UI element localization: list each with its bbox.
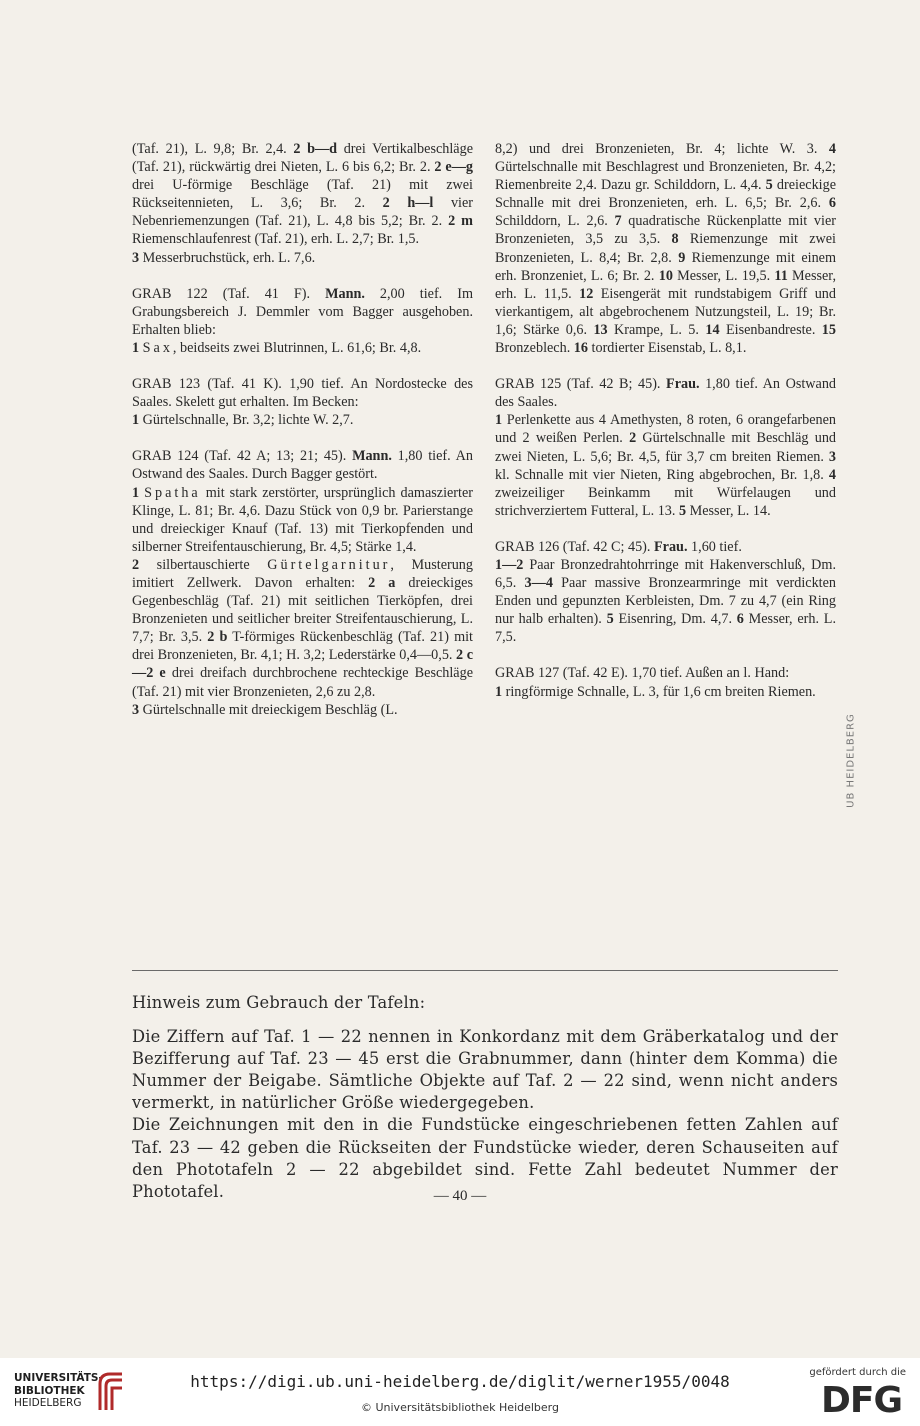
item-number: 6 <box>828 195 836 212</box>
item-number: 1 <box>132 339 140 356</box>
item-number: 16 <box>573 340 588 357</box>
paragraph-text: 1,80 tief. An Ostwand des Saales. Durch Bagger gestört. <box>132 448 473 483</box>
item-number: 5 <box>606 611 614 628</box>
paragraph-text: Krampe, L. 5. <box>607 321 706 338</box>
permalink-url[interactable]: https://digi.ub.uni-heidelberg.de/diglit/werner1955/0048 <box>190 1372 730 1391</box>
paragraph-text: Messer, erh. L. 7,5. <box>495 611 836 646</box>
paragraph-text: , Musterung imitiert Zellwerk. Davon erhalten: <box>132 556 473 591</box>
viewer-footer <box>0 1358 920 1426</box>
catalog-paragraph <box>495 664 836 682</box>
item-number: 13 <box>593 321 608 338</box>
item-number: 14 <box>705 321 720 338</box>
paragraph-text: dreieckiges Gegenbeschläg (Taf. 21) mit seitlichen Tierköpfen, drei Bronzenieten und seitlicher breiter Streifentauschierung, L. 7,7; Br. 3,5. <box>132 574 473 646</box>
paragraph-text: Riemenzunge mit zwei Bronzenieten, L. 8,4; Br. 2,8. <box>495 231 836 266</box>
item-number: 3 <box>132 249 140 266</box>
item-number: 3 <box>132 701 140 718</box>
item-number: 10 <box>658 267 673 284</box>
right-text-column <box>495 140 836 701</box>
paragraph-text: quadratische Rückenplatte mit vier Bronzenieten, 3,5 zu 3,5. <box>495 213 836 248</box>
item-number: 15 <box>821 321 836 338</box>
item-number: 1—2 <box>495 556 524 573</box>
usage-note-title: Hinweis zum Gebrauch der Tafeln: <box>132 993 426 1012</box>
paragraph-text: GRAB 122 (Taf. 41 F). <box>132 285 326 302</box>
page-number: — 40 — <box>433 1188 487 1204</box>
item-number: 2 <box>629 430 637 447</box>
paragraph-text: Messer, L. 19,5. <box>672 267 775 284</box>
paragraph-text: Bronzeblech. <box>495 340 574 357</box>
paragraph-text: drei U-förmige Beschläge (Taf. 21) mit zwei Rückseitennieten, L. 3,6; Br. 2. <box>132 177 473 212</box>
paragraph-text: GRAB 127 (Taf. 42 E). 1,70 tief. Außen an l. Hand: <box>495 665 790 682</box>
paragraph-text: drei Vertikalbeschläge (Taf. 21), rückwärtig drei Nieten, L. 6 bis 6,2; Br. 2. <box>132 141 473 176</box>
catalog-paragraph <box>495 140 836 357</box>
item-number: 2 <box>132 556 140 573</box>
paragraph-text: Eisenring, Dm. 4,7. <box>613 611 737 628</box>
library-stamp <box>836 700 866 840</box>
item-number: 9 <box>678 249 686 266</box>
item-number: 1 <box>132 412 140 429</box>
item-number: Frau. <box>666 376 700 393</box>
library-stamp-text: UB HEIDELBERG <box>845 713 857 808</box>
item-number: 2 c—2 e <box>132 647 473 682</box>
usage-note <box>132 992 838 1203</box>
item-number: Mann. <box>325 285 365 302</box>
paragraph-text: T-förmiges Rückenbeschläg (Taf. 21) mit drei Bronzenieten, Br. 4,1; H. 3,2; Lederstärke 0,4—0,5. <box>132 629 473 664</box>
library-name-line-3: HEIDELBERG <box>14 1397 82 1409</box>
catalog-paragraph <box>132 411 473 429</box>
catalog-paragraph <box>495 683 836 701</box>
paragraph-text: Messerbruchstück, erh. L. 7,6. <box>139 249 316 266</box>
paragraph-text: GRAB 124 (Taf. 42 A; 13; 21; 45). <box>132 448 353 465</box>
item-number: 4 <box>828 466 836 483</box>
catalog-paragraph <box>132 556 473 701</box>
paragraph-text: kl. Schnalle mit vier Nieten, Ring abgebrochen, Br. 1,8. <box>495 466 829 483</box>
left-text-column <box>132 140 473 719</box>
paragraph-text: Riemenzunge mit einem erh. Bronzeniet, L. 6; Br. 2. <box>495 249 836 284</box>
paragraph-text: Gürtelschnalle, Br. 3,2; lichte W. 2,7. <box>139 412 354 429</box>
item-number: 2 m <box>448 213 473 230</box>
item-number: 11 <box>774 267 788 284</box>
funding-note: gefördert durch die <box>809 1367 906 1378</box>
paragraph-text: vier Nebenriemenzungen (Taf. 21), L. 4,8 bis 5,2; Br. 2. <box>132 195 473 230</box>
paragraph-text: Gürtelschnalle mit dreieckigem Beschläg (L. <box>139 701 398 718</box>
paragraph-text: GRAB 123 (Taf. 41 K). 1,90 tief. An Nordostecke des Saales. Skelett gut erhalten. Im Becken: <box>132 376 473 411</box>
paragraph-text: GRAB 126 (Taf. 42 C; 45). <box>495 538 654 555</box>
paragraph-text: zweizeiliger Beinkamm mit Würfelaugen und strichverziertem Futteral, L. 13. <box>495 484 836 519</box>
paragraph-text: dreieckige Schnalle mit drei Bronzenieten, erh. L. 6,5; Br. 2,6. <box>495 177 837 212</box>
catalog-paragraph <box>132 249 473 267</box>
paragraph-text: 1,80 tief. An Ostwand des Saales. <box>495 376 837 411</box>
item-number: 1 <box>132 484 140 501</box>
item-number: 2 b—d <box>293 141 338 157</box>
paragraph-text: Paar Bronzedrahtohrringe mit Hakenverschluß, Dm. 6,5. <box>495 556 836 592</box>
item-number: 1 <box>495 683 503 700</box>
paragraph-text: 8,2) und drei Bronzenieten, Br. 4; lichte W. 3. <box>495 141 829 157</box>
paragraph-text: Gürtelschnalle mit Beschlagrest und Bronzenieten, Br. 4,2; Riemenbreite 2,4. Dazu gr. Schilddorn, L. 4,4. <box>495 159 836 194</box>
catalog-paragraph <box>495 411 836 520</box>
catalog-paragraph <box>495 538 836 556</box>
section-divider <box>132 970 838 971</box>
paragraph-text: Perlenkette aus 4 Amethysten, 8 roten, 6 orangefarbenen und 2 weißen Perlen. <box>495 412 836 447</box>
catalog-paragraph <box>132 484 473 556</box>
paragraph-text: GRAB 125 (Taf. 42 B; 45). <box>495 376 667 393</box>
item-number: 2 h—l <box>382 195 434 212</box>
item-number: 8 <box>671 231 679 248</box>
item-number: 3 <box>828 448 836 465</box>
paragraph-text: Riemenschlaufenrest (Taf. 21), erh. L. 2,7; Br. 1,5. <box>132 231 420 248</box>
paragraph-text: mit stark zerstörter, ursprünglich damaszierter Klinge, L. 81; Br. 4,6. Dazu Stück von 0,9 br. Parierstange und dreieckiger Knauf (Taf. 13) mit Tierkopfenden und silberner Streifentauschierung, Br. 4,5; Stärke 1,4. <box>132 484 473 555</box>
item-number: 2 a <box>368 574 396 591</box>
paragraph-text: Messer, erh. L. 11,5. <box>495 267 837 302</box>
item-number: 6 <box>736 611 744 628</box>
item-number: 1 <box>495 412 503 429</box>
catalog-paragraph <box>132 140 473 249</box>
paragraph-text: Gürtelschnalle mit Beschläg und zwei Nieten, L. 5,6; Br. 4,5, für 3,7 cm breiten Riemen. <box>495 430 837 465</box>
catalog-paragraph <box>495 556 836 646</box>
catalog-paragraph <box>132 285 473 339</box>
item-number: Frau. <box>654 538 688 555</box>
item-number: 12 <box>579 285 594 302</box>
paragraph-text: Gürtelgarnitur <box>267 556 391 573</box>
paragraph-text: Spatha <box>144 484 201 501</box>
paragraph-text: drei dreifach durchbrochene rechteckige Beschläge (Taf. 21) mit vier Bronzenieten, 2,6 zu 2,8. <box>132 665 473 700</box>
paragraph-text: Eisengerät mit rundstabigem Griff und vierkantigem, alt abgebrochenem Nutzungsteil, L. 19; Br. 1,6; Stärke 0,6. <box>495 285 836 338</box>
item-number: 4 <box>828 141 836 157</box>
item-number: 7 <box>614 213 622 230</box>
paragraph-text: Schilddorn, L. 2,6. <box>495 213 615 230</box>
paragraph-text: Eisenbandreste. <box>719 321 822 338</box>
usage-note-paragraph-2: Die Zeichnungen mit den in die Fundstücke eingeschriebenen fetten Zahlen auf Taf. 23 — 42 geben die Rückseiten der Fundstücke wieder, deren Schauseiten auf den Phototafeln 2 — 22 abgebildet sind. Fette Zahl bedeutet Nummer der Phototafel. <box>132 1115 838 1201</box>
paragraph-text: 1,60 tief. <box>687 538 742 555</box>
catalog-paragraph <box>132 447 473 483</box>
usage-note-paragraph-1: Die Ziffern auf Taf. 1 — 22 nennen in Konkordanz mit dem Gräberkatalog und der Bezifferung auf Taf. 23 — 45 erst die Grabnummer, dann (hinter dem Komma) die Nummer der Beigabe. Sämtliche Objekte auf Taf. 2 — 22 sind, wenn nicht anders vermerkt, in natürlicher Größe wiedergegeben. <box>132 1027 838 1113</box>
copyright-notice: © Universitätsbibliothek Heidelberg <box>360 1401 559 1414</box>
paragraph-text: , beidseits zwei Blutrinnen, L. 61,6; Br. 4,8. <box>172 339 422 356</box>
paragraph-text: ringförmige Schnalle, L. 3, für 1,6 cm breiten Riemen. <box>502 683 816 700</box>
paragraph-text: Sax <box>142 339 173 356</box>
item-number: 3—4 <box>524 575 553 592</box>
item-number: 5 <box>765 177 773 194</box>
catalog-paragraph <box>132 375 473 411</box>
item-number: 5 <box>678 502 687 519</box>
library-name-line-1: UNIVERSITÄTS- <box>14 1372 103 1384</box>
catalog-paragraph <box>132 701 473 719</box>
catalog-paragraph <box>495 375 836 411</box>
item-number: 2 b <box>207 629 228 646</box>
paragraph-text: 2,00 tief. Im Grabungsbereich J. Demmler vom Bagger ausgehoben. Erhalten blieb: <box>132 285 473 338</box>
item-number: 2 e—g <box>434 159 473 176</box>
paragraph-text: Paar massive Bronzearmringe mit verdickten Enden und gepunzten Kerbleisten, Dm. 7 zu 4,7 (ein Ring nur halb erhalten). <box>495 575 837 628</box>
paragraph-text: Messer, L. 14. <box>686 502 771 519</box>
dfg-logo[interactable]: DFG <box>820 1380 902 1421</box>
paragraph-text: tordierter Eisenstab, L. 8,1. <box>587 340 747 357</box>
paragraph-text: silbertauschierte <box>139 556 268 573</box>
paragraph-text: (Taf. 21), L. 9,8; Br. 2,4. <box>132 141 294 157</box>
item-number: Mann. <box>352 448 392 465</box>
catalog-paragraph <box>132 339 473 357</box>
library-name-line-2: BIBLIOTHEK <box>14 1384 85 1397</box>
